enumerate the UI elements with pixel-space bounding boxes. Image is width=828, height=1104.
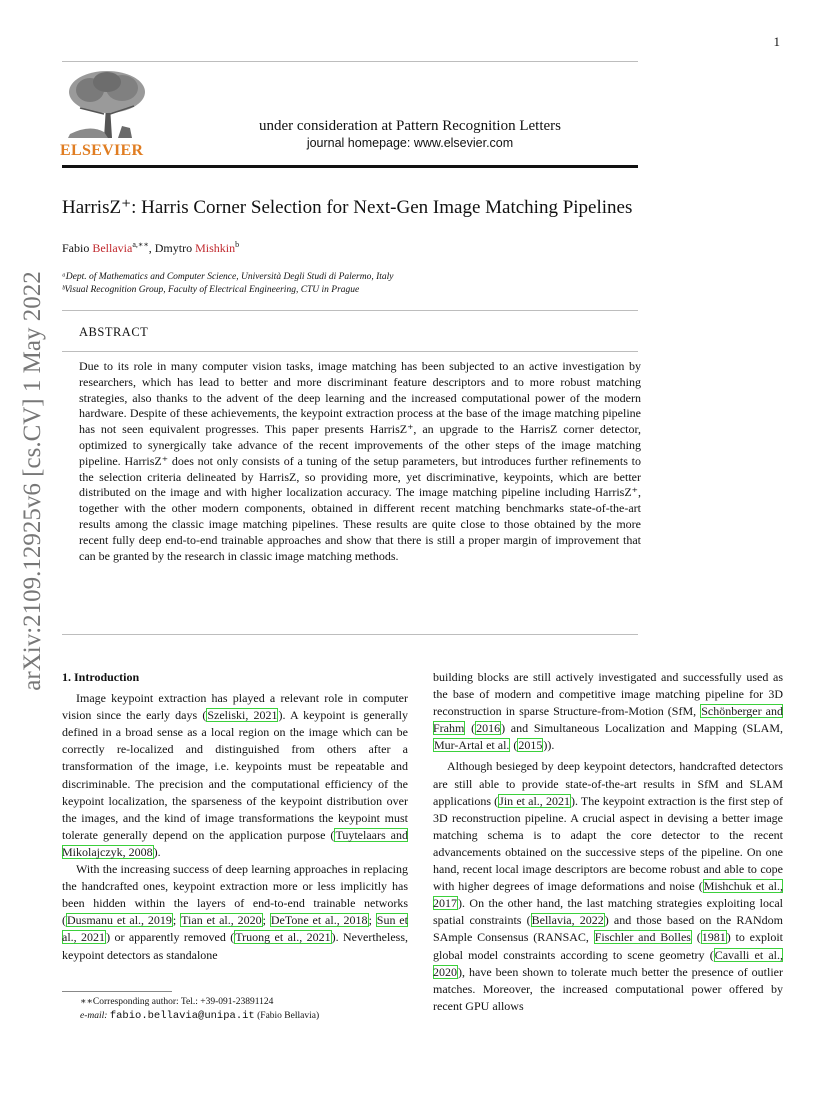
abstract-top-rule — [62, 310, 638, 311]
citation-link[interactable]: Truong et al., 2021 — [235, 930, 331, 945]
affiliation-b: ᵇVisual Recognition Group, Faculty of Electrical Engineering, CTU in Prague — [62, 285, 360, 295]
author-marker: a,∗∗ — [132, 240, 149, 249]
paragraph: building blocks are still actively investigated and successfully used as the base of modern and competitive image matching pipeline for 3D reconstruction in sparse Structure-from-Motion (SfM, Schönberger and Frahm (2016) and Simultaneous Localization and Mapping (SLAM, Mur-Artal et al. (2015)). — [433, 670, 783, 753]
elsevier-logo — [60, 68, 150, 160]
citation-link[interactable]: Dusmanu et al., 2019 — [67, 913, 172, 928]
citation-link[interactable]: 2016 — [476, 721, 501, 736]
header-rule — [62, 165, 638, 168]
citation-link[interactable]: 1981 — [701, 930, 726, 945]
right-column — [433, 669, 783, 1015]
publisher-name: ELSEVIER — [60, 142, 144, 159]
author-first-name: Fabio — [62, 241, 93, 255]
abstract-text: Due to its role in many computer vision tasks, image matching has been subjected to an active investigation by researchers, which has lead to better and more discriminant feature descriptors and to more robust matching strategies, also thanks to the advent of the deep learning and the increased computational power of the modern hardware. Despite of these achievements, the keypoint extraction process at the base of the image matching pipeline has not seen equivalent progresses. This paper presents HarrisZ⁺, an upgrade to the HarrisZ corner detector, optimized to synergically take advance of the recent improvements of the other steps of the image matching pipeline. HarrisZ⁺ does not only consists of a tuning of the setup parameters, but introduces further refinements to the selection criteria delineated by HarrisZ, so providing more, yet discriminative, keypoints, which are better distributed on the image and with higher localization accuracy. The image matching pipeline including HarrisZ⁺, together with the other modern components, obtained in different recent matching benchmarks state-of-the-art results among the classic image matching pipelines. These results are quite close to those obtained by the more recent fully deep end-to-end trainable approaches and show that there is still a proper margin of improvement that can be granted by the research in classic image matching methods. — [79, 359, 641, 563]
arxiv-id: arXiv:2109.12925v6 [cs.CV] 1 May 2022 — [19, 271, 46, 691]
footnote-email — [80, 1010, 319, 1022]
page-number: 1 — [773, 34, 780, 49]
citation-link[interactable]: Fischler and Bolles — [594, 930, 691, 945]
email-label: e-mail: — [80, 1011, 108, 1021]
tree-icon — [60, 68, 150, 140]
footnote-corresponding: ∗∗Corresponding author: Tel.: +39-091-23891124 — [80, 997, 274, 1007]
author-link-mishkin[interactable]: Mishkin — [195, 241, 236, 255]
citation-link[interactable]: Mishchuk et al., 2017 — [433, 879, 784, 911]
journal-homepage: journal homepage: www.elsevier.com — [306, 136, 514, 150]
paragraph: Although besieged by deep keypoint detectors, handcrafted detectors are still able to provide state-of-the-art results in SfM and SLAM applications (Jin et al., 2021). The keypoint extraction is the first step of 3D reconstruction pipeline. A crucial aspect in devising a better image matching schema is to adapt the core detector to the recent advancements obtained on the successive steps of the pipeline. On one hand, recent local image descriptors are become robust and able to cope with higher degrees of image deformations and noise (Mishchuk et al., 2017). On the other hand, the last matching strategies exploiting local spatial constraints (Bellavia, 2022) and those based on the RANdom SAmple Consensus (RANSAC, Fischler and Bolles (1981) to exploit global model constraints according to scene geometry (Cavalli et al., 2020), have been shown to tolerate much better the presence of outlier matches. Moreover, the increased computational power offered by recent GPU allows — [433, 759, 784, 1013]
citation-link[interactable]: Schönberger and Frahm — [433, 704, 783, 736]
citation-link[interactable]: Szeliski, 2021 — [207, 708, 278, 723]
top-rule — [62, 61, 638, 62]
email-owner: (Fabio Bellavia) — [254, 1011, 320, 1021]
author-marker: b — [235, 240, 240, 249]
citation-link[interactable]: DeTone et al., 2018 — [270, 913, 368, 928]
left-column — [62, 669, 408, 964]
abstract-bottom-rule — [62, 634, 638, 635]
abstract-heading: ABSTRACT — [79, 325, 149, 339]
citation-link[interactable]: Bellavia, 2022 — [531, 913, 604, 928]
citation-link[interactable]: Jin et al., 2021 — [499, 793, 570, 808]
section-heading: 1. Introduction — [62, 670, 140, 684]
paragraph: With the increasing success of deep learning approaches in replacing the handcrafted ones, keypoint extraction more or less implicitly has been hidden within the layers of end-to-end trainable networks (Dusmanu et al., 2019; Tian et al., 2020; DeTone et al., 2018; Sun et al., 2021) or apparently removed (Truong et al., 2021). Nevertheless, keypoint detectors as standalone — [62, 862, 408, 962]
email-link[interactable]: fabio.bellavia@unipa.it — [109, 1010, 255, 1022]
author-line — [62, 240, 239, 256]
citation-link[interactable]: Tuytelaars and Mikolajczyk, 2008 — [62, 827, 409, 859]
citation-link[interactable]: 2015 — [518, 738, 543, 753]
author-link-bellavia[interactable]: Bellavia — [92, 241, 133, 255]
paper-title: HarrisZ⁺: Harris Corner Selection for Next-Gen Image Matching Pipelines — [62, 197, 633, 218]
abstract-head-rule — [62, 351, 638, 352]
citation-link[interactable]: Tian et al., 2020 — [181, 913, 262, 928]
journal-name: under consideration at Pattern Recognition Letters — [259, 118, 561, 134]
paragraph: Image keypoint extraction has played a relevant role in computer vision since the early days (Szeliski, 2021). A keypoint is generally defined in a broad sense as a local region on the image which can be correctly re-localized and distinguished from others after a transformation of the image, i.e. keypoints must be repeatable and discriminable. The precision and the computational efficiency of the keypoint localization, the sparseness of the keypoint distribution over the images, and the kind of image transformations the keypoint must tolerate generally depend on the application purpose (Tuytelaars and Mikolajczyk, 2008). — [62, 691, 409, 859]
arxiv-stamp — [18, 271, 48, 691]
citation-link[interactable]: Cavalli et al., 2020 — [433, 947, 783, 979]
citation-link[interactable]: Mur-Artal et al. — [434, 738, 510, 753]
citation-link[interactable]: Sun et al., 2021 — [62, 913, 408, 945]
affiliation-a: ᵃDept. of Mathematics and Computer Science, Università Degli Studi di Palermo, Italy — [62, 272, 394, 282]
author-separator: , Dmytro — [148, 241, 196, 255]
footnote-rule — [62, 991, 172, 992]
